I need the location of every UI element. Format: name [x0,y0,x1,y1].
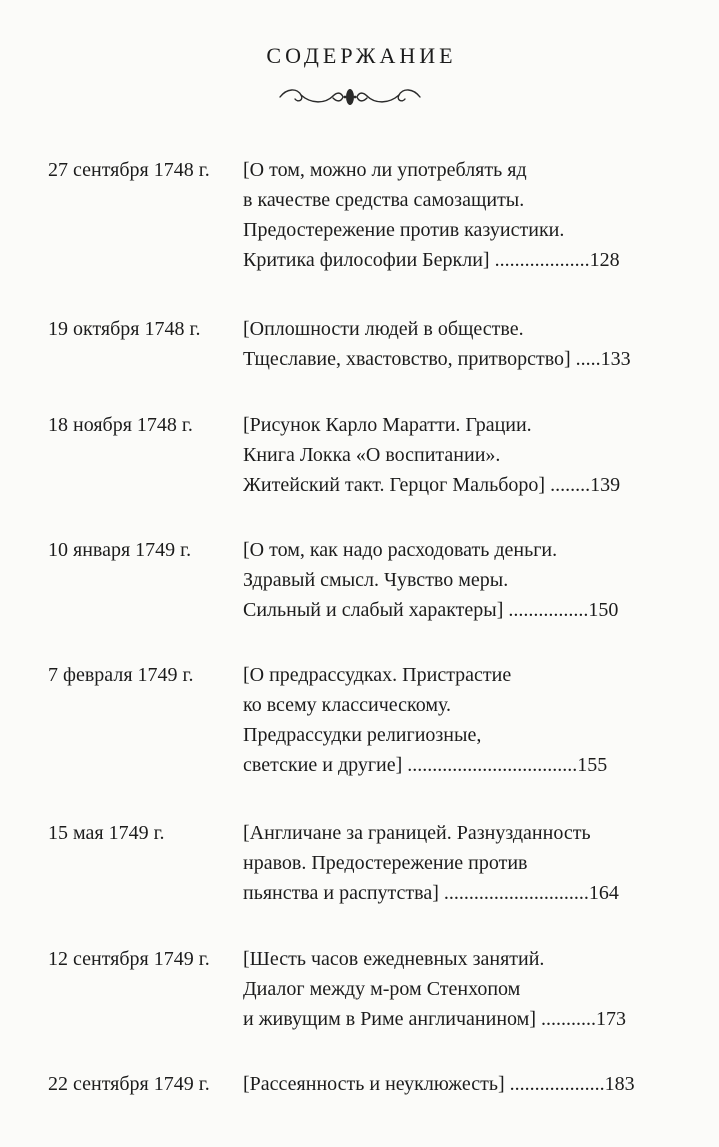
entry-line: нравов. Предостережение против [243,852,528,874]
entry-line: в качестве средства самозащиты. [243,189,525,211]
entry-description [243,818,663,908]
flourish-icon [275,84,425,110]
entry-line: Тщеславие, хвастовство, притворство] .....133 [243,348,631,370]
entry-line: [О том, можно ли употреблять яд [243,159,527,181]
entry-description [243,660,663,780]
entry-description [243,410,663,500]
entry-line: пьянства и распутства] .............................164 [243,882,619,904]
entry-line: Житейский такт. Герцог Мальборо] ........139 [243,474,621,496]
entry-line: [Англичане за границей. Разнузданность [243,822,591,844]
entry-description [243,155,663,275]
entry-line: Критика философии Беркли] ...................128 [243,249,620,271]
entry-line: Сильный и слабый характеры] ................150 [243,599,619,621]
entry-date: 22 сентября 1749 г. [48,1073,210,1095]
entry-date: 10 января 1749 г. [48,539,192,561]
entry-date: 15 мая 1749 г. [48,822,165,844]
entry-date: 27 сентября 1748 г. [48,159,210,181]
entry-line: светские и другие] ..................................155 [243,754,608,776]
entry-description [243,314,663,374]
entry-line: [Рассеянность и неуклюжесть] ...................183 [243,1073,635,1095]
entry-line: ко всему классическому. [243,694,451,716]
entry-description [243,1069,663,1099]
entry-date: 19 октября 1748 г. [48,318,201,340]
entry-line: Здравый смысл. Чувство меры. [243,569,509,591]
entry-line: [О том, как надо расходовать деньги. [243,539,558,561]
entry-line: Диалог между м-ром Стенхопом [243,978,521,1000]
entry-line: и живущим в Риме англичанином] ...........173 [243,1008,626,1030]
entry-line: [Шесть часов ежедневных занятий. [243,948,545,970]
entry-line: [Оплошности людей в обществе. [243,318,524,340]
entry-line: Книга Локка «О воспитании». [243,444,501,466]
entry-line: Предрассудки религиозные, [243,724,482,746]
entry-date: 12 сентября 1749 г. [48,948,210,970]
entry-description [243,944,663,1034]
page-title: СОДЕРЖАНИЕ [266,43,457,68]
entry-date: 7 февраля 1749 г. [48,664,194,686]
entry-line: [О предрассудках. Пристрастие [243,664,512,686]
entry-date: 18 ноября 1748 г. [48,414,193,436]
entry-description [243,535,663,625]
entry-line: Предостережение против казуистики. [243,219,565,241]
entry-line: [Рисунок Карло Маратти. Грации. [243,414,532,436]
